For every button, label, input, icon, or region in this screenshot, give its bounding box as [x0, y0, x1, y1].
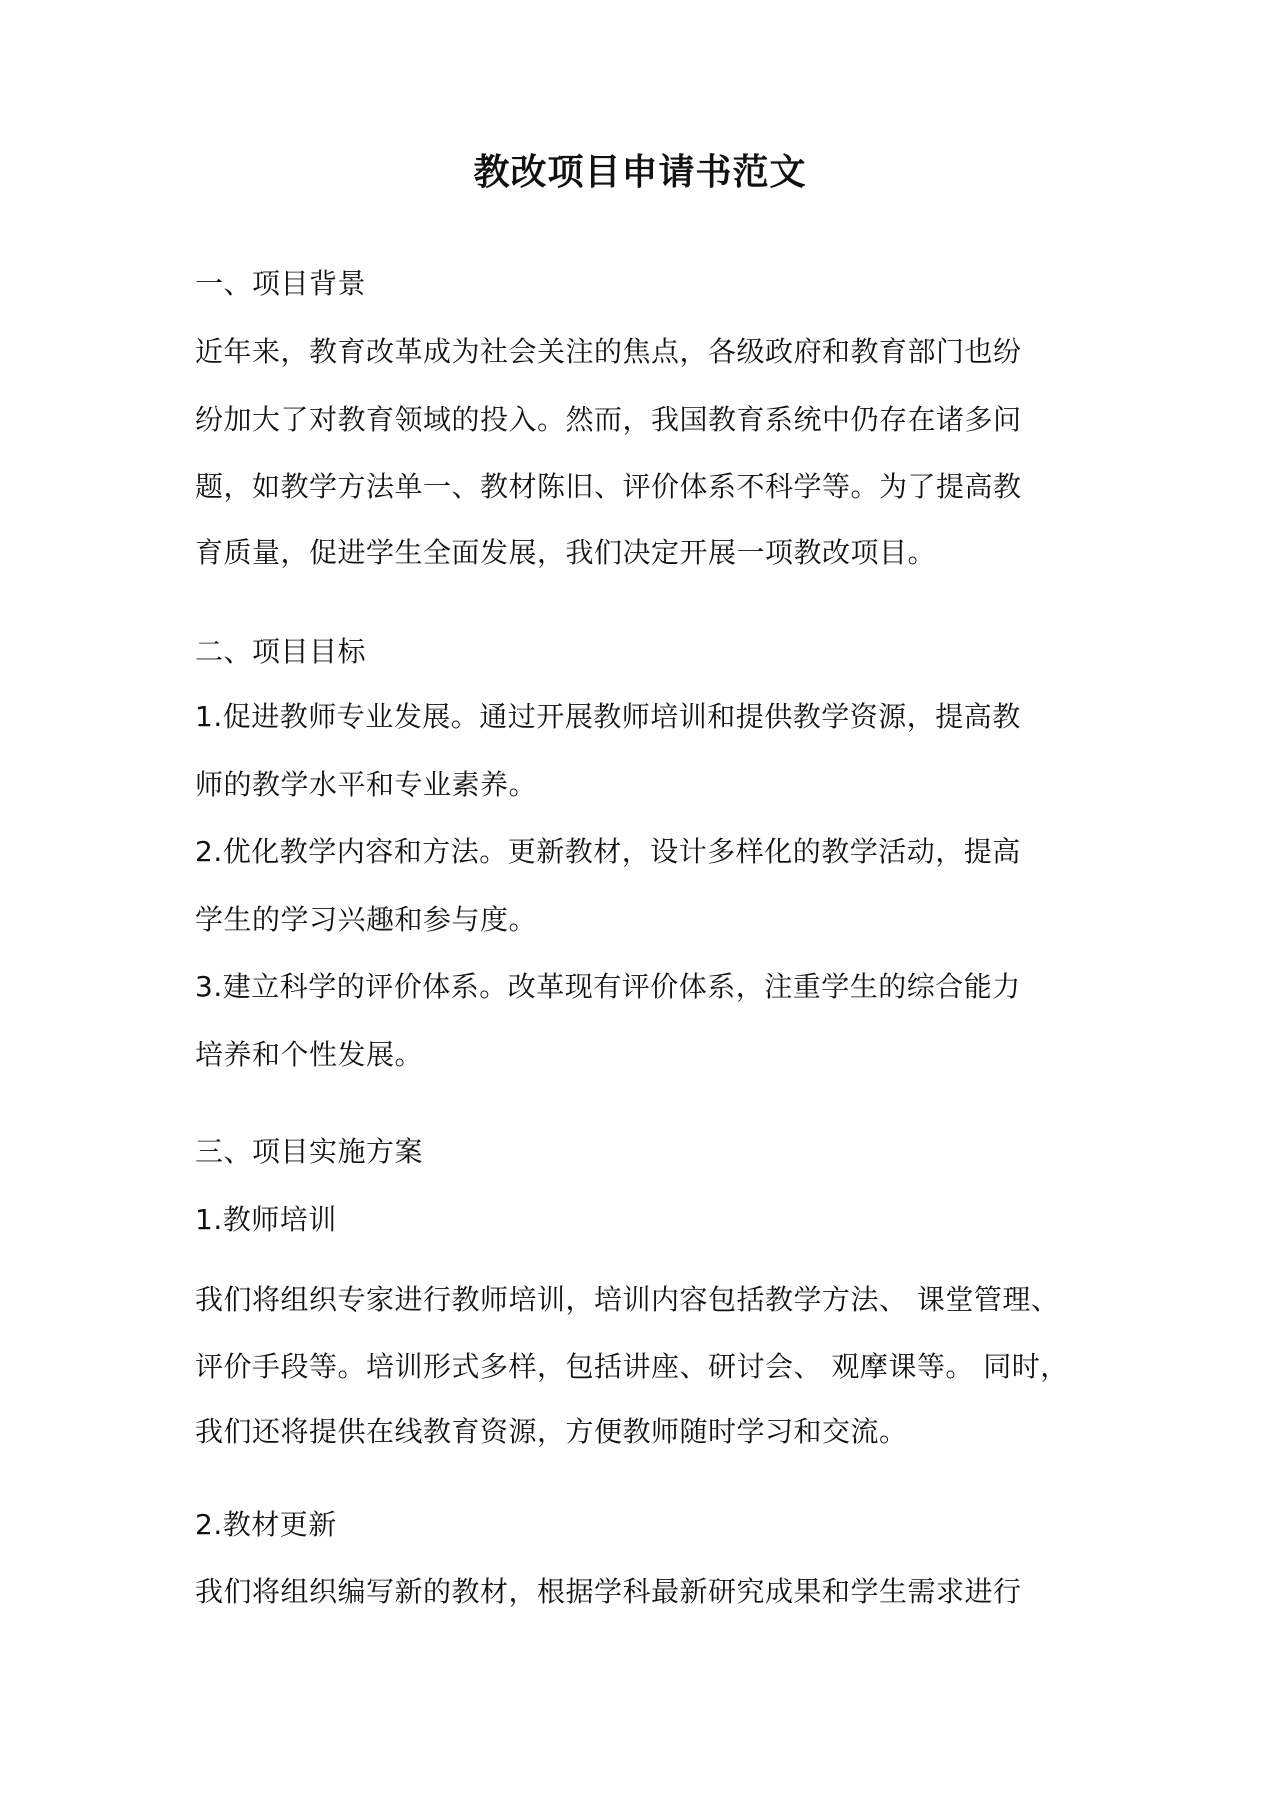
list-item-line: 师的教学水平和专业素养。 — [195, 768, 538, 801]
paragraph-line: 我们将组织编写新的教材，根据学科最新研究成果和学生需求进行 — [195, 1575, 1022, 1608]
list-item-line: 1.促进教师专业发展。通过开展教师培训和提供教学资源，提高教 — [195, 700, 1021, 733]
paragraph-line: 我们将组织专家进行教师培训，培训内容包括教学方法、 课堂管理、 — [195, 1283, 1060, 1316]
paragraph-line: 近年来，教育改革成为社会关注的焦点，各级政府和教育部门也纷 — [195, 335, 1022, 368]
subsection-heading-textbook: 2.教材更新 — [195, 1508, 337, 1541]
paragraph-line: 评价手段等。培训形式多样，包括讲座、研讨会、 观摩课等。 同时， — [195, 1350, 1069, 1383]
document-title: 教改项目申请书范文 — [473, 152, 807, 193]
section-heading-background: 一、项目背景 — [195, 267, 367, 300]
subsection-heading-training: 1.教师培训 — [195, 1203, 337, 1236]
list-item-line: 3.建立科学的评价体系。改革现有评价体系，注重学生的综合能力 — [195, 970, 1021, 1003]
paragraph-line: 我们还将提供在线教育资源，方便教师随时学习和交流。 — [195, 1415, 908, 1448]
paragraph-line: 题，如教学方法单一、教材陈旧、评价体系不科学等。为了提高教 — [195, 470, 1022, 503]
list-item-line: 培养和个性发展。 — [195, 1038, 424, 1071]
paragraph-line: 纷加大了对教育领域的投入。然而，我国教育系统中仍存在诸多问 — [195, 403, 1022, 436]
paragraph-line: 育质量，促进学生全面发展，我们决定开展一项教改项目。 — [195, 536, 937, 569]
list-item-line: 2.优化教学内容和方法。更新教材，设计多样化的教学活动，提高 — [195, 835, 1021, 868]
section-heading-plan: 三、项目实施方案 — [195, 1135, 424, 1168]
section-heading-goals: 二、项目目标 — [195, 635, 367, 668]
list-item-line: 学生的学习兴趣和参与度。 — [195, 903, 538, 936]
